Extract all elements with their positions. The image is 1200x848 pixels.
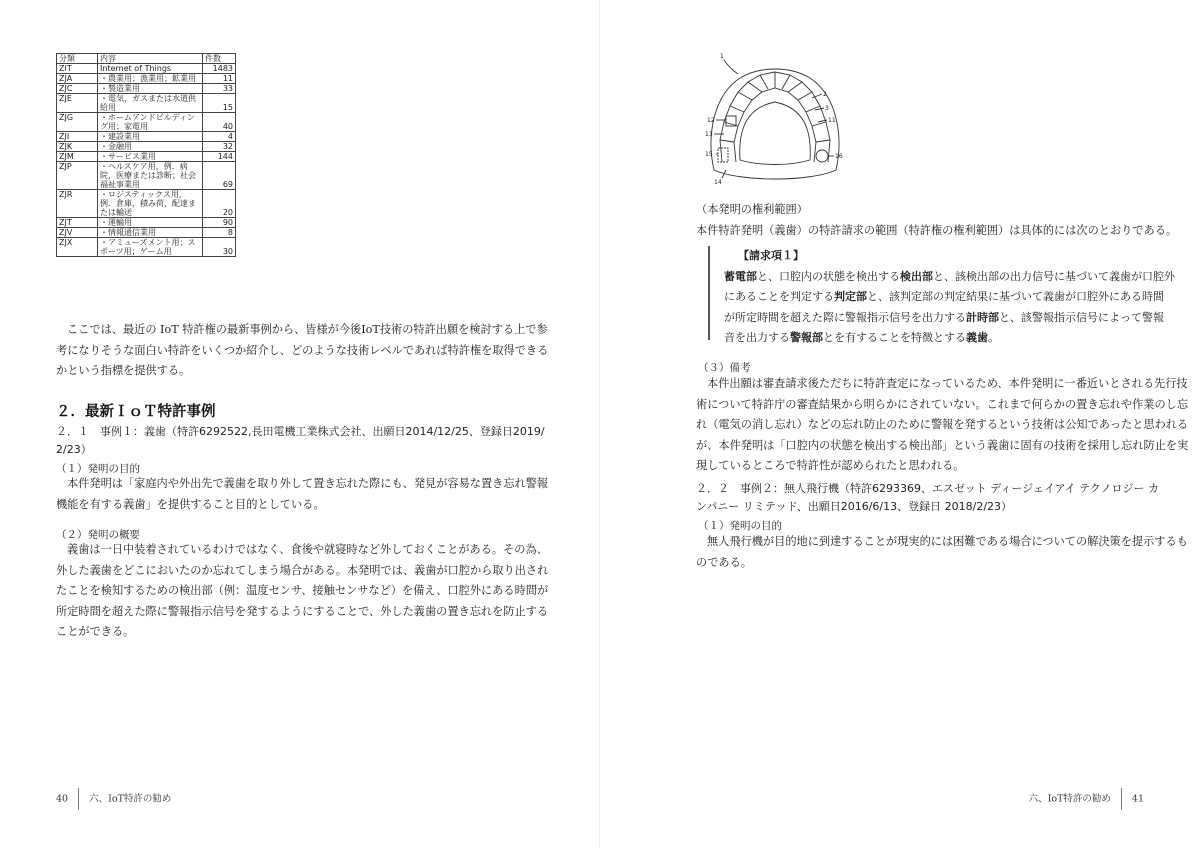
claim-term: 計時部 [966, 310, 999, 324]
table-cell-content: Internet of Things [98, 64, 203, 74]
table-cell-count: 4 [203, 132, 236, 142]
claim-text: が所定時間を超えた際に警報指示信号を出力する [724, 310, 966, 324]
figure-label: 16 [835, 153, 843, 160]
purpose-line: 機能を有する義歯」を提供すること目的としている。 [56, 497, 325, 511]
claim-line [724, 308, 1200, 329]
table-cell-code: ZJC [57, 84, 98, 94]
claim-term: 義歯 [966, 331, 988, 344]
table-header-row [57, 54, 236, 64]
right-page [600, 0, 1200, 848]
case2-title-line: ２．２ 事例２：無人飛行機（特許6293369、エスゼット ディージェイアイ テクノロジー カ [696, 482, 1159, 495]
claim-text: 。 [988, 331, 999, 344]
claim-text: とを有することを特徴とする [823, 331, 966, 344]
claim-line [724, 287, 1200, 308]
table-header-count: 件数 [203, 54, 236, 64]
table-cell-count: 32 [203, 142, 236, 152]
table-cell-content: ・農業用；漁業用；鉱業用 [98, 74, 203, 84]
table-cell-content: ・アミューズメント用；スポーツ用；ゲーム用 [98, 238, 203, 257]
denture-patent-figure [700, 50, 870, 190]
table-cell-count: 1483 [203, 64, 236, 74]
scope-block [696, 200, 1196, 241]
figure-label: 11 [828, 117, 836, 124]
claim-title: 【請求項１】 [738, 249, 804, 262]
figure-label: 15 [705, 151, 713, 158]
table-cell-count: 8 [203, 228, 236, 238]
table-cell-count: 40 [203, 113, 236, 132]
figure-label: 13 [705, 131, 713, 138]
table-row [57, 113, 236, 132]
case2-purpose-line: のである。 [696, 555, 752, 569]
table-cell-content: ・電気，ガスまたは水道供給用 [98, 94, 203, 113]
case1-title-line: 2/23） [56, 443, 92, 456]
table-cell-content: ・ホームアンドビルディング用；家電用 [98, 113, 203, 132]
figure-label: 1 [720, 53, 724, 60]
table-cell-content: ・情報通信業用 [98, 228, 203, 238]
purpose-paragraph [56, 474, 556, 515]
iot-classification-table [56, 53, 236, 257]
table-cell-content: ・サービス業用 [98, 152, 203, 162]
purpose-heading: （１）発明の目的 [56, 463, 140, 475]
claim-term: 蓄電部 [724, 269, 757, 283]
summary-line: 外した義歯をどこにおいたのか忘れてしまう場合がある。本発明では、義歯が口腔から取り出され [56, 563, 549, 577]
table-row [57, 64, 236, 74]
table-cell-count: 69 [203, 162, 236, 190]
table-cell-count: 15 [203, 94, 236, 113]
table-row [57, 84, 236, 94]
table-cell-code: ZJP [57, 162, 98, 190]
running-title: 六、IoT特許の勧め [1028, 793, 1111, 805]
table-cell-code: ZJE [57, 94, 98, 113]
table-cell-count: 11 [203, 74, 236, 84]
summary-line: 所定時間を超えた際に警報指示信号を発するようにすることで、外した義歯の置き忘れを防止する [56, 604, 549, 618]
remarks-line: れ（電気の消し忘れ）などの忘れ防止のために警報を発するという技術は公知であったと思われる [696, 418, 1189, 431]
remarks-line: 術について特許庁の審査結果から明らかにされていない。これまで何らかの置き忘れや作業のし忘 [696, 397, 1189, 411]
table-cell-code: ZJI [57, 132, 98, 142]
left-footer [56, 788, 171, 810]
table-row [57, 162, 236, 190]
claim-line [724, 328, 1200, 349]
claim-term: 検出部 [900, 269, 933, 283]
case1-title-line: ２．１ 事例１：義歯（特許6292522,長田電機工業株式会社、出願日2014/12/25、登録日2019/ [56, 425, 545, 438]
remarks-heading: （３）備考 [698, 362, 751, 374]
table-row [57, 190, 236, 218]
claim-text: 音を出力する [724, 331, 790, 344]
running-title: 六、IoT特許の勧め [89, 793, 172, 805]
summary-heading: （２）発明の概要 [56, 529, 140, 541]
table-cell-content: ・ヘルスケア用，例．病院，医療または診断；社会福祉事業用 [98, 162, 203, 190]
table-cell-count: 144 [203, 152, 236, 162]
claim-line [724, 267, 1200, 288]
remarks-line: 現しているところで特許性が認められたと思われる。 [696, 459, 965, 472]
table-cell-code: ZIT [57, 64, 98, 74]
table-cell-content: ・製造業用 [98, 84, 203, 94]
page-number: 41 [1131, 793, 1144, 805]
summary-paragraph [56, 540, 556, 643]
table-cell-code: ZJG [57, 113, 98, 132]
claim-text: と、口腔内の状態を検出する [757, 269, 900, 283]
case2-title-line: ンパニー リミテッド、出願日2016/6/13、登録日 2018/2/23） [696, 500, 1013, 513]
summary-line: たことを検知するための検出部（例：温度センサ、接触センサなど）を備え、口腔外にある時間が [56, 584, 549, 597]
table-row [57, 132, 236, 142]
table-cell-content: ・運輸用 [98, 218, 203, 228]
claim-text: と、該検出部の出力信号に基づいて義歯が口腔外 [933, 269, 1175, 283]
case2-purpose-line: 無人飛行機が目的地に到達することが現実的には困難である場合についての解決策を提示するも [707, 535, 1188, 548]
table-row [57, 152, 236, 162]
right-footer [1029, 788, 1144, 810]
remarks-paragraph [696, 374, 1196, 477]
footer-divider [1121, 788, 1122, 810]
table-header-code: 分類 [57, 54, 98, 64]
case2-title [696, 480, 1196, 516]
footer-divider [78, 788, 79, 810]
figure-label: 14 [714, 179, 722, 186]
claim-term: 警報部 [790, 331, 823, 344]
table-cell-code: ZJT [57, 218, 98, 228]
remarks-line: が、本件発明は「口腔内の状態を検出する検出部」という義歯に固有の技術を採用し忘れ防止を実 [696, 438, 1189, 452]
table-row [57, 74, 236, 84]
table-cell-code: ZJK [57, 142, 98, 152]
case2-purpose-heading: （１）発明の目的 [698, 520, 782, 532]
section-heading: ２．最新ＩｏＴ特許事例 [56, 404, 216, 420]
page-number: 40 [56, 793, 69, 805]
table-cell-code: ZJA [57, 74, 98, 84]
table-row [57, 238, 236, 257]
table-cell-code: ZJX [57, 238, 98, 257]
intro-line: 考になりそうな面白い特許をいくつか紹介し、どのような技術レベルであれば特許権を取得できる [56, 343, 549, 357]
scope-text: 本件特許発明（義歯）の特許請求の範囲（特許権の権利範囲）は具体的には次のとおりである。 [696, 223, 1178, 237]
table-cell-code: ZJR [57, 190, 98, 218]
table-row [57, 228, 236, 238]
table-cell-code: ZJV [57, 228, 98, 238]
table-header-content: 内容 [98, 54, 203, 64]
intro-line: かという指標を提供する。 [56, 364, 191, 377]
table-cell-count: 20 [203, 190, 236, 218]
remarks-line: 本件出願は審査請求後ただちに特許査定になっているため、本件発明に一番近いとされる先行技 [707, 377, 1188, 390]
table-cell-content: ・金融用 [98, 142, 203, 152]
claim-text: にあることを判定する [724, 290, 834, 303]
figure-label: 3 [825, 105, 829, 112]
claim-text: と、該警報指示信号によって警報 [999, 310, 1164, 324]
table-row [57, 142, 236, 152]
claim-text: と、該判定部の判定結果に基づいて義歯が口腔外にある時間 [867, 290, 1164, 303]
case2-purpose-paragraph [696, 532, 1196, 573]
claim-term: 判定部 [834, 290, 867, 303]
claim-1-block [708, 246, 1200, 344]
case1-title [56, 423, 556, 459]
intro-line: ここでは、最近の IoT 特許権の最新事例から、皆様が今後IoT技術の特許出願を検討する上で参 [67, 323, 548, 336]
summary-line: 義歯は一日中装着されているわけではなく、食後や就寝時など外しておくことがある。その為、 [67, 543, 548, 556]
table-row [57, 94, 236, 113]
intro-paragraph [56, 320, 556, 382]
table-cell-count: 90 [203, 218, 236, 228]
table-cell-code: ZJM [57, 152, 98, 162]
table-cell-content: ・建設業用 [98, 132, 203, 142]
scope-heading: （本発明の権利範囲） [696, 203, 808, 216]
table-cell-count: 30 [203, 238, 236, 257]
purpose-line: 本件発明は「家庭内や外出先で義歯を取り外して置き忘れた際にも、発見が容易な置き忘れ警報 [67, 477, 549, 490]
table-cell-content: ・ロジスティックス用，例．倉庫，積み荷，配達または輸送 [98, 190, 203, 218]
figure-label: 12 [707, 117, 715, 124]
summary-line: ことができる。 [56, 625, 135, 638]
figure-label: 2 [823, 91, 827, 98]
table-row [57, 218, 236, 228]
table-cell-count: 33 [203, 84, 236, 94]
